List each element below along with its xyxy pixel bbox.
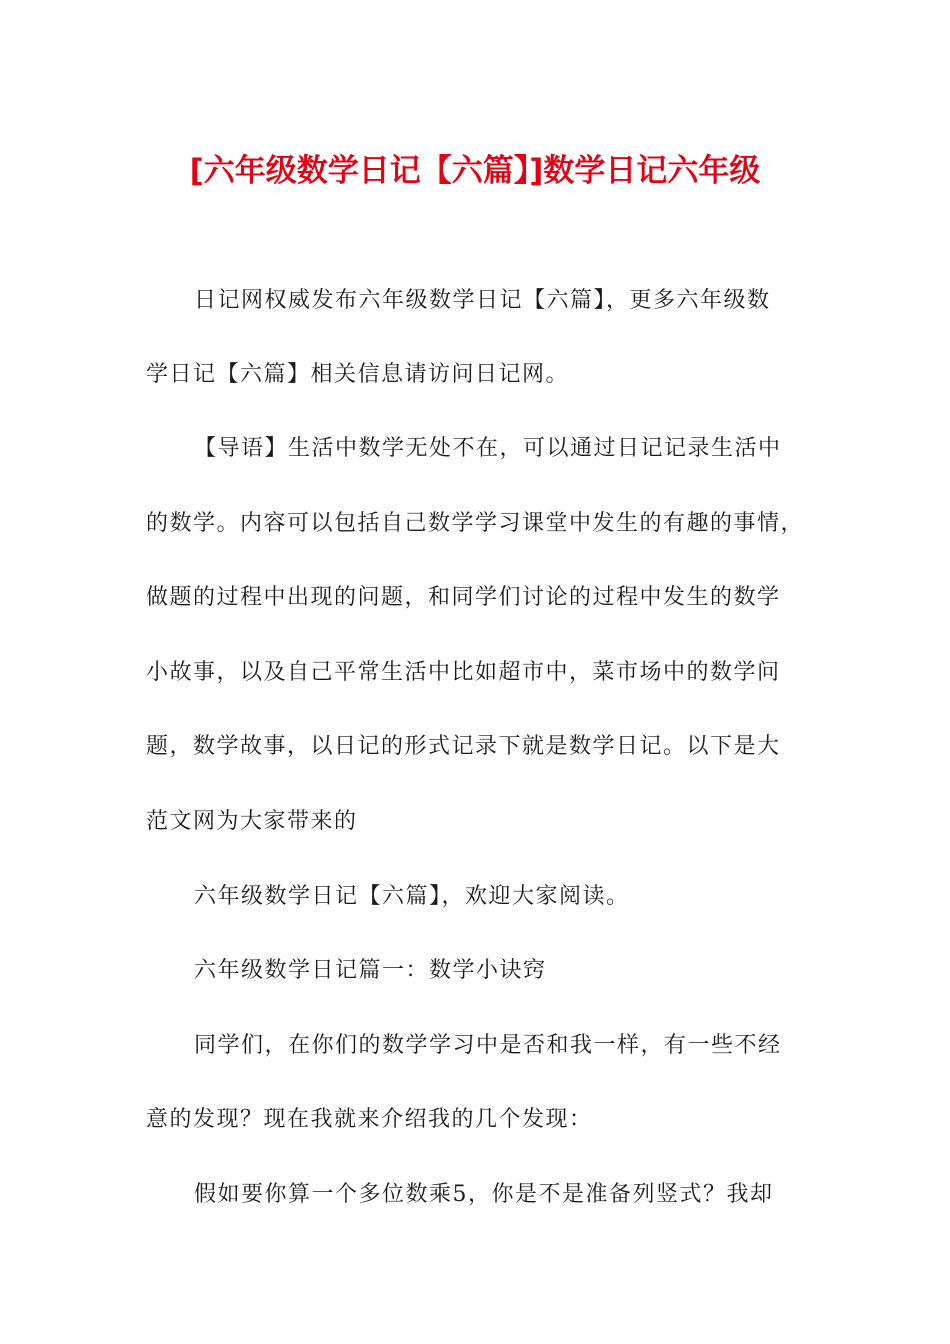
- paragraph-line: 小故事，以及自己平常生活中比如超市中，菜市场中的数学问: [146, 660, 781, 685]
- paragraph-line: 题，数学故事，以日记的形式记录下就是数学日记。以下是大: [146, 734, 781, 759]
- paragraph-line: 的数学。内容可以包括自己数学学习课堂中发生的有趣的事情，: [146, 511, 805, 536]
- paragraph-line: 做题的过程中出现的问题，和同学们讨论的过程中发生的数学: [146, 585, 781, 610]
- paragraph-line: 学日记【六篇】相关信息请访问日记网。: [146, 362, 570, 387]
- paragraph-line: 范文网为大家带来的: [146, 809, 358, 834]
- document-title: [六年级数学日记【六篇】]数学日记六年级: [189, 153, 761, 189]
- paragraph-line: 假如要你算一个多位数乘5，你是不是准备列竖式？我却: [194, 1182, 774, 1207]
- paragraph-line: 意的发现？现在我就来介绍我的几个发现：: [146, 1107, 593, 1132]
- paragraph-line: 【导语】生活中数学无处不在，可以通过日记记录生活中: [194, 436, 782, 461]
- paragraph-line: 同学们，在你们的数学学习中是否和我一样，有一些不经: [194, 1033, 782, 1058]
- section-heading: 六年级数学日记篇一：数学小诀窍: [194, 958, 547, 983]
- paragraph-line: 日记网权威发布六年级数学日记【六篇】，更多六年级数: [194, 288, 771, 313]
- paragraph-line: 六年级数学日记【六篇】，欢迎大家阅读。: [194, 884, 630, 909]
